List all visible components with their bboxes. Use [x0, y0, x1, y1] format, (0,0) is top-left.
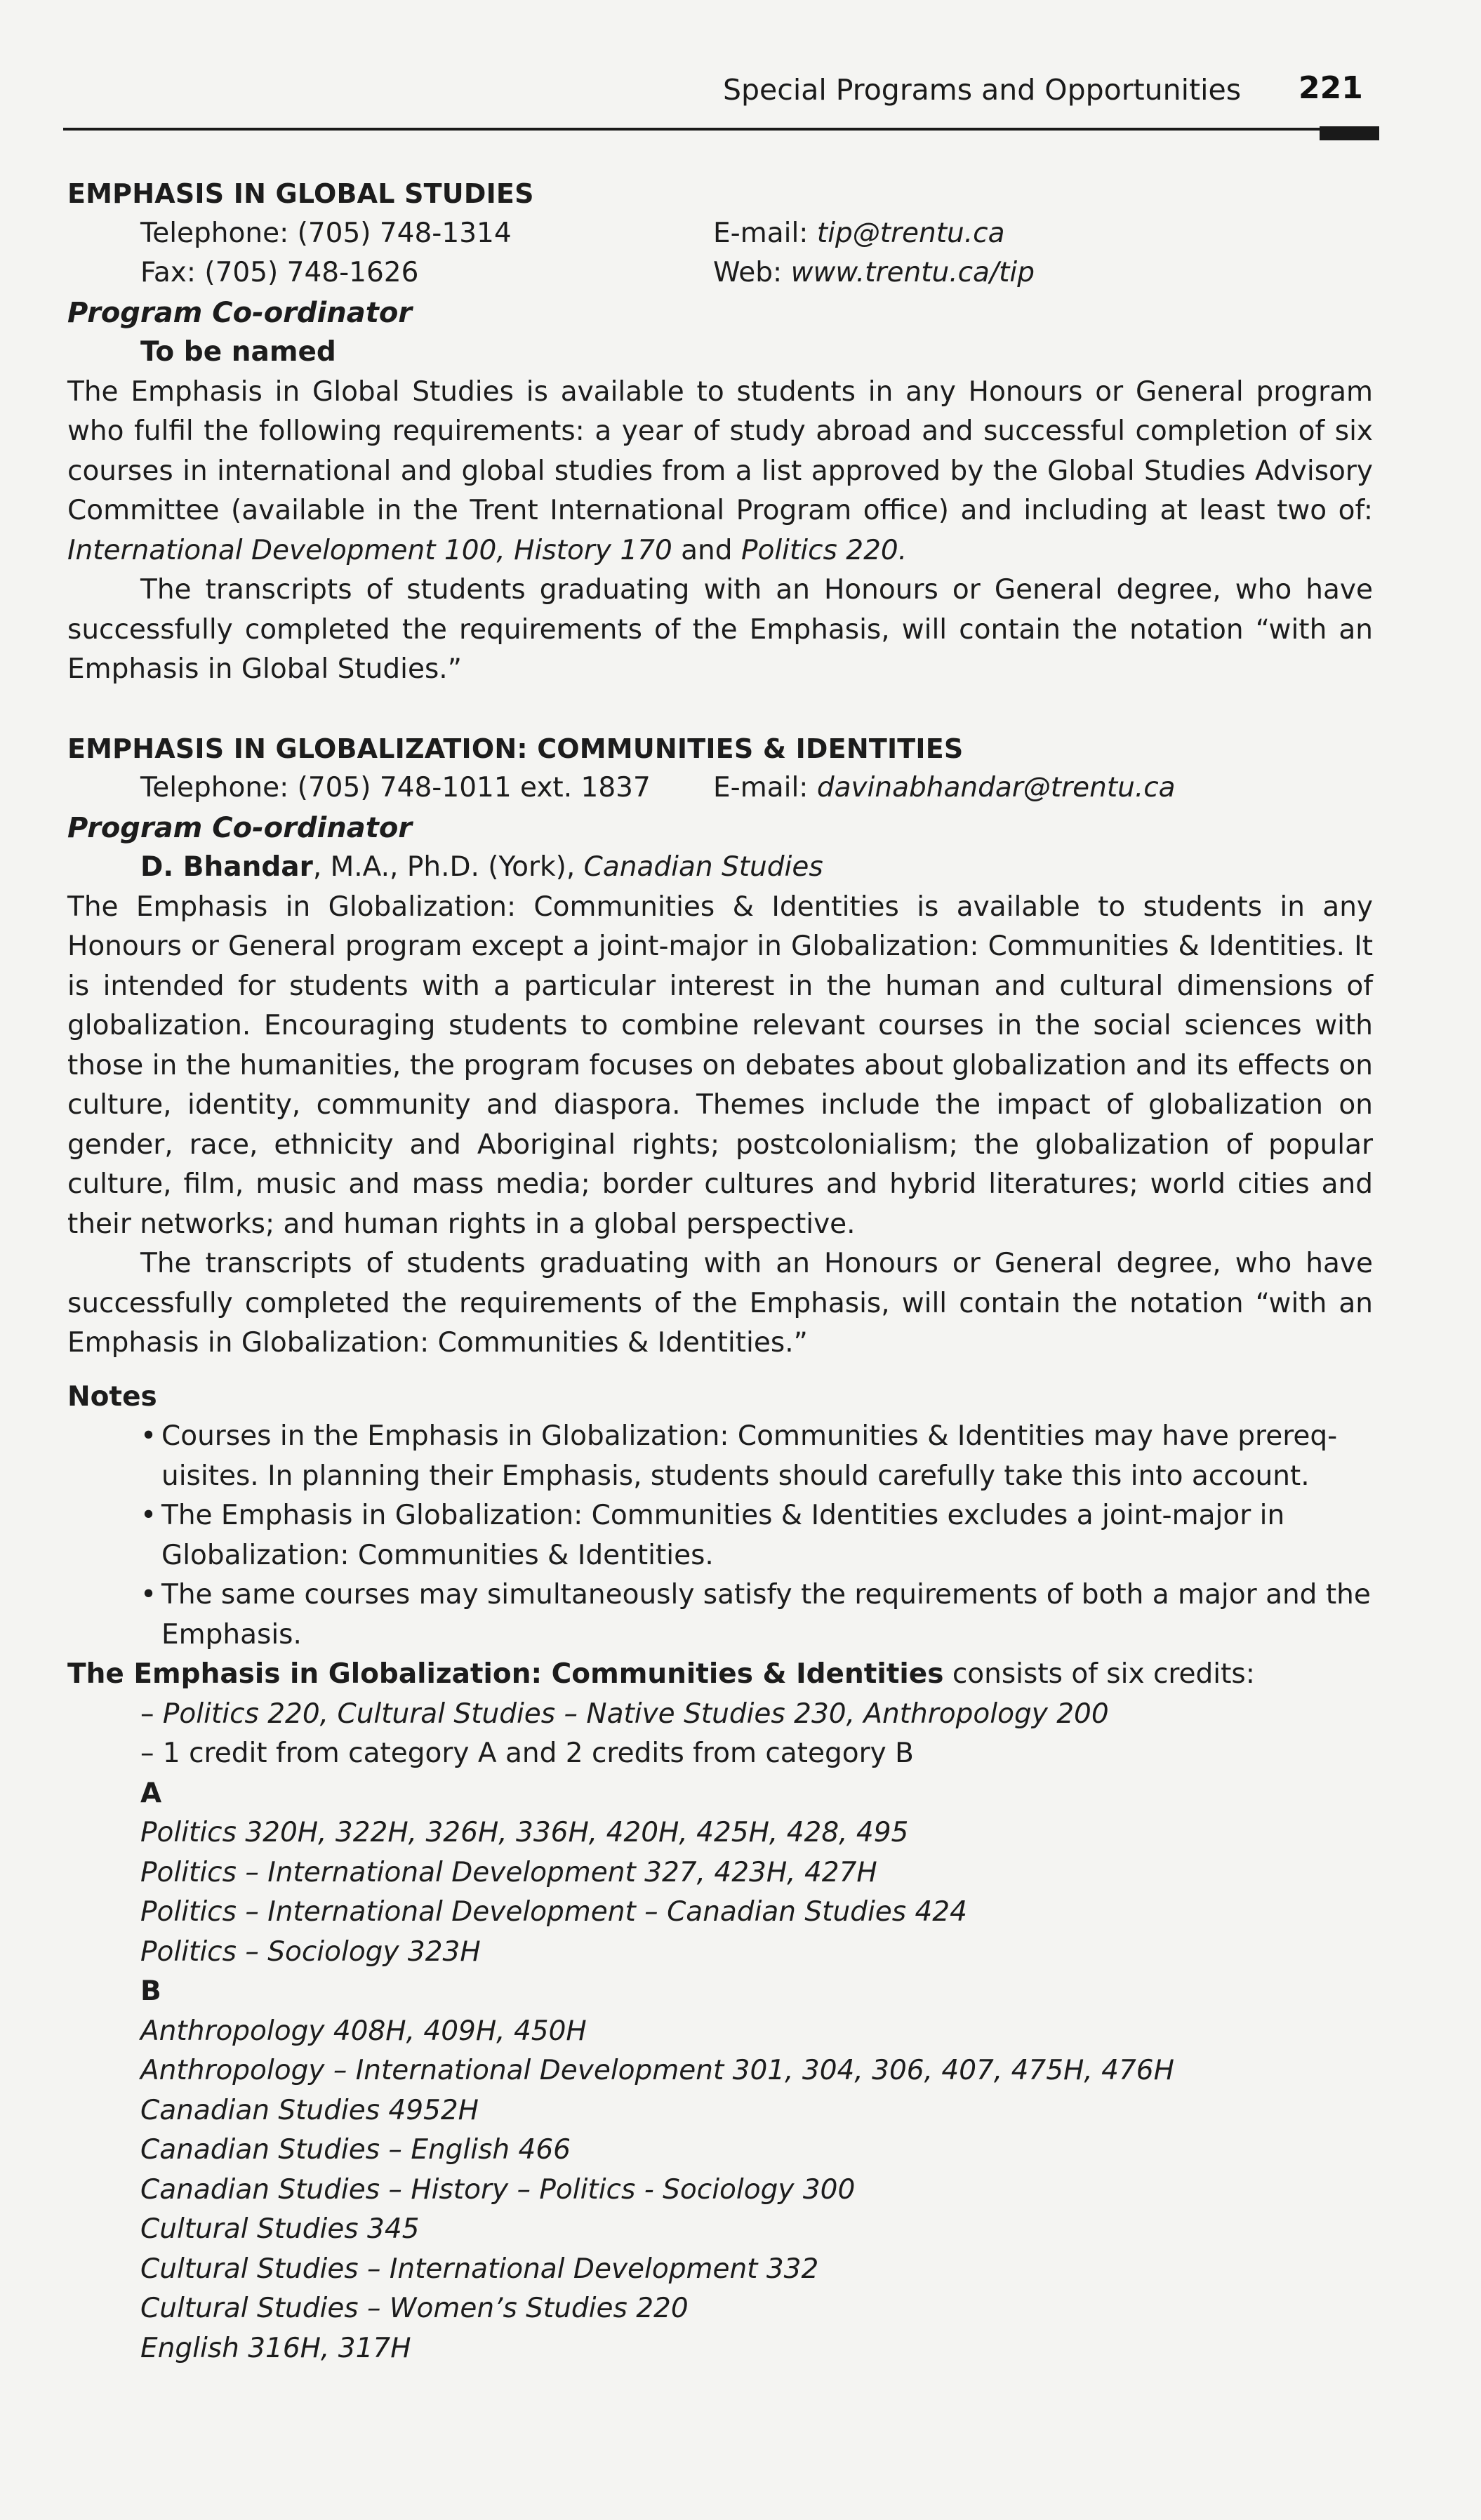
requirement-line	[67, 1695, 1373, 1735]
course-ref: Politics 220.	[740, 534, 908, 566]
header-rule	[63, 128, 1379, 131]
course-line: Politics – International Development 327, 423H, 427H	[140, 1856, 877, 1888]
course-line: Politics 320H, 322H, 326H, 336H, 420H, 425H, 428, 495	[140, 1817, 909, 1848]
course-line: Cultural Studies – International Development 332	[140, 2253, 819, 2285]
running-header: Special Programs and Opportunities	[723, 73, 1242, 107]
dash: –	[140, 1698, 163, 1730]
web-line	[713, 253, 1373, 293]
coordinator-degrees: , M.A., Ph.D. (York),	[312, 851, 584, 883]
course-line: Politics – International Development – Canadian Studies 424	[140, 1896, 967, 1928]
coordinator-name: D. Bhandar	[140, 851, 313, 883]
email-link[interactable]: davinabhandar@trentu.ca	[816, 772, 1176, 804]
course-line: Politics – Sociology 323H	[140, 1935, 481, 1968]
coordinator-label: Program Co-ordinator	[67, 811, 413, 844]
note-item: • The same courses may simultaneously satisfy the requirements of both a major and the Emphasis.	[140, 1575, 1373, 1655]
page-number: 221	[1299, 70, 1363, 106]
consists-rest: consists of six credits:	[943, 1658, 1255, 1690]
notes-list	[67, 1417, 1373, 1655]
course-line: Canadian Studies – English 466	[140, 2134, 571, 2166]
course-line: Anthropology 408H, 409H, 450H	[140, 2015, 587, 2047]
course-line: Canadian Studies – History – Politics - Sociology 300	[140, 2173, 856, 2206]
paragraph: The Emphasis in Globalization: Communities & Identities is available to students in any Honours or General program except a joint-major in Globalization: Communities & Identities. It is intended for students with a particular interest in the human and cultural dimensions of globalization. Encouraging students to combine relevant courses in the social sciences with those in the humanities, the program focuses on debates about globalization and its effects on culture, identity, community and diaspora. Themes include the impact of globalization on gender, race, ethnicity and Aboriginal rights; postcolonialism; the globalization of popular culture, film, music and mass media; border cultures and hybrid literatures; world cities and their networks; and human rights in a global perspective.	[67, 891, 1373, 1240]
email-line	[713, 768, 1373, 808]
course-list: Politics 220, Cultural Studies – Native Studies 230, Anthropology 200	[162, 1698, 1109, 1730]
coordinator-label: Program Co-ordinator	[67, 296, 413, 329]
requirement-line: – 1 credit from category A and 2 credits from category B	[140, 1738, 914, 1769]
email-label: E-mail:	[713, 772, 817, 804]
category-b-label: B	[140, 1975, 161, 2007]
paragraph: The transcripts of students graduating with an Honours or General degree, who have successfully completed the requirements of the Emphasis, will contain the notation “with an Emphasis in Global Studies.”	[67, 574, 1373, 685]
contact-row	[67, 768, 1373, 808]
course-line: Anthropology – International Development 301, 304, 306, 407, 475H, 476H	[140, 2055, 1174, 2086]
contact-row	[67, 214, 1373, 254]
course-line: Canadian Studies 4952H	[140, 2094, 479, 2126]
web-label: Web:	[713, 257, 791, 288]
page-content	[67, 174, 1373, 2368]
header-tab-marker	[1320, 126, 1379, 140]
web-link[interactable]: www.trentu.ca/tip	[790, 257, 1035, 288]
consists-bold: The Emphasis in Globalization: Communities & Identities	[67, 1658, 944, 1690]
course-ref: International Development 100, History 170	[67, 534, 672, 566]
notes-heading: Notes	[67, 1380, 157, 1413]
telephone: Telephone: (705) 748-1011 ext. 1837	[140, 772, 651, 804]
coordinator-line	[67, 848, 1373, 888]
fax: Fax: (705) 748-1626	[140, 257, 419, 288]
text-run: The Emphasis in Global Studies is available to students in any Honours or General program who fulfil the following requirements: a year of study abroad and successful completion of six courses in international and global studies from a list approved by the Global Studies Advisory Committee (available in the Trent International Program office) and including at least two of:	[67, 375, 1373, 526]
coordinator-name: To be named	[140, 336, 336, 368]
email-link[interactable]: tip@trentu.ca	[816, 217, 1005, 249]
email-line	[713, 214, 1373, 254]
consists-line	[67, 1655, 1373, 1695]
course-line: English 316H, 317H	[140, 2332, 411, 2364]
spacer	[67, 1364, 1373, 1378]
email-label: E-mail:	[713, 217, 817, 249]
section-title-global-studies: EMPHASIS IN GLOBAL STUDIES	[67, 178, 534, 209]
note-item: • Courses in the Emphasis in Globalization: Communities & Identities may have prereq-uisites. In planning their Emphasis, students should carefully take this into account.	[140, 1417, 1373, 1496]
contact-row	[67, 253, 1373, 293]
course-line: Cultural Studies – Women’s Studies 220	[140, 2293, 689, 2324]
spacer	[67, 690, 1373, 729]
paragraph: The transcripts of students graduating with an Honours or General degree, who have successfully completed the requirements of the Emphasis, will contain the notation “with an Emphasis in Globalization: Communities & Identities.”	[67, 1248, 1373, 1359]
section-title-globalization: EMPHASIS IN GLOBALIZATION: COMMUNITIES & IDENTITIES	[67, 733, 964, 764]
telephone: Telephone: (705) 748-1314	[140, 217, 512, 249]
note-item: • The Emphasis in Globalization: Communities & Identities excludes a joint-major in Globalization: Communities & Identities.	[140, 1496, 1373, 1575]
paragraph	[67, 373, 1373, 571]
category-a-label: A	[140, 1777, 162, 1809]
coordinator-dept: Canadian Studies	[583, 851, 823, 883]
text-run: and	[672, 534, 741, 566]
course-line: Cultural Studies 345	[140, 2213, 420, 2245]
